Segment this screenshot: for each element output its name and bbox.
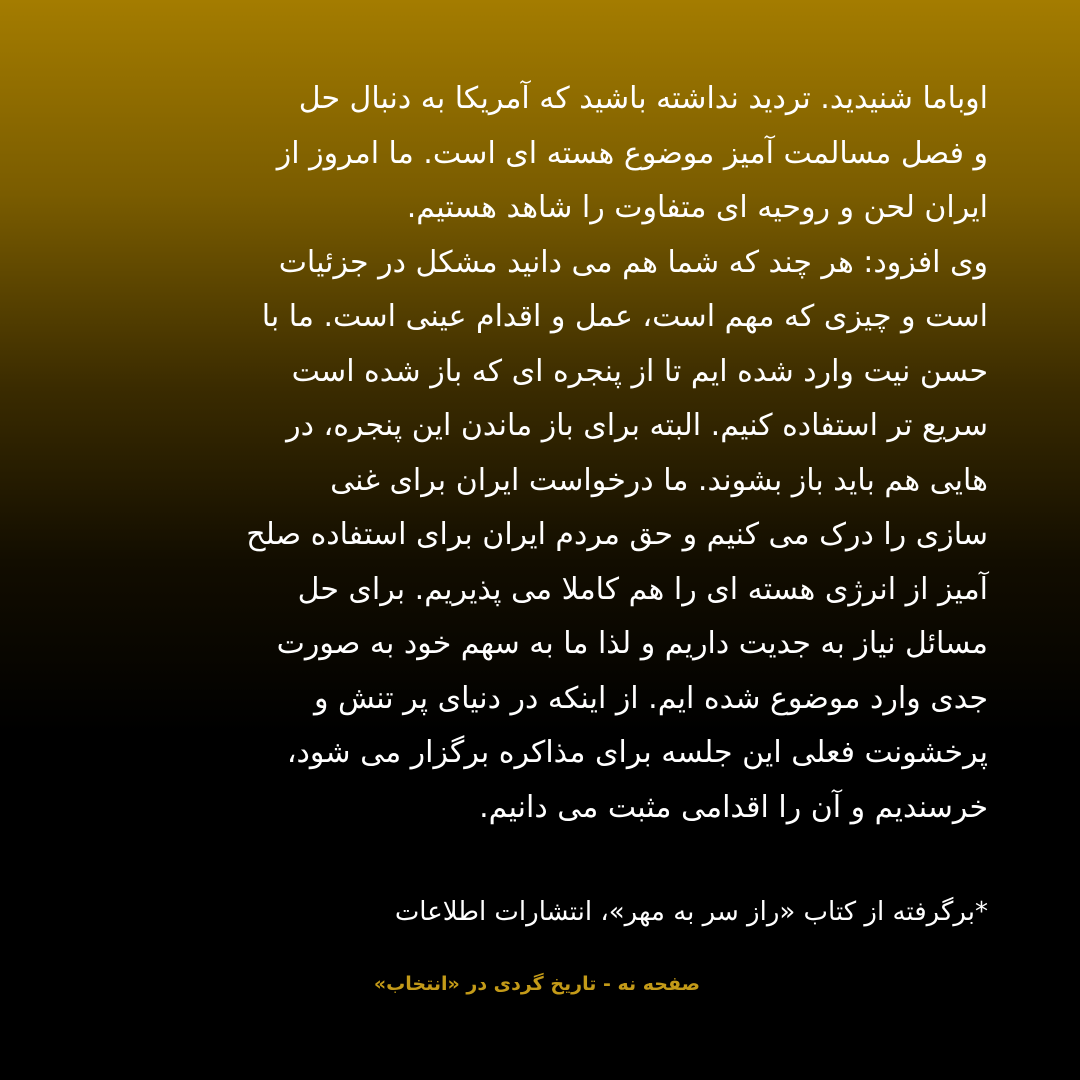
body-line: اوباما شنیدید. تردید نداشته باشید که آمریکا به دنبال حل: [298, 81, 988, 116]
body-line: هایی هم باید باز بشوند. ما درخواست ایران برای غنی: [330, 462, 988, 498]
body-line: خرسندیم و آن را اقدامی مثبت می دانیم.: [479, 789, 988, 825]
body-line: و فصل مسالمت آمیز موضوع هسته ای است. ما امروز از: [276, 135, 988, 171]
body-line: سریع تر استفاده کنیم. البته برای باز ماندن این پنجره، در: [286, 408, 988, 443]
body-line: وی افزود: هر چند که شما هم می دانید مشکل در جزئیات: [278, 244, 988, 280]
article-body: [88, 72, 988, 835]
footer-label: صفحه نه - تاریخ گردی در «انتخاب»: [373, 973, 700, 995]
body-line: پرخشونت فعلی این جلسه برای مذاکره برگزار می شود،: [286, 735, 988, 770]
body-line: است و چیزی که مهم است، عمل و اقدام عینی است. ما با: [261, 299, 988, 334]
body-line: مسائل نیاز به جدیت داریم و لذا ما به سهم خود به صورت: [276, 626, 988, 661]
body-line: حسن نیت وارد شده ایم تا از پنجره ای که باز شده است: [291, 353, 988, 389]
body-line: آمیز از انرژی هسته ای را هم کاملا می پذیریم. برای حل: [297, 571, 988, 607]
body-line: جدی وارد موضوع شده ایم. از اینکه در دنیای پر تنش و: [313, 680, 988, 716]
body-line: ایران لحن و روحیه ای متفاوت را شاهد هستیم.: [406, 190, 988, 225]
body-line: سازی را درک می کنیم و حق مردم ایران برای استفاده صلح: [246, 517, 988, 552]
source-citation: *برگرفته از کتاب «راز سر به مهر»، انتشارات اطلاعات: [394, 897, 988, 927]
